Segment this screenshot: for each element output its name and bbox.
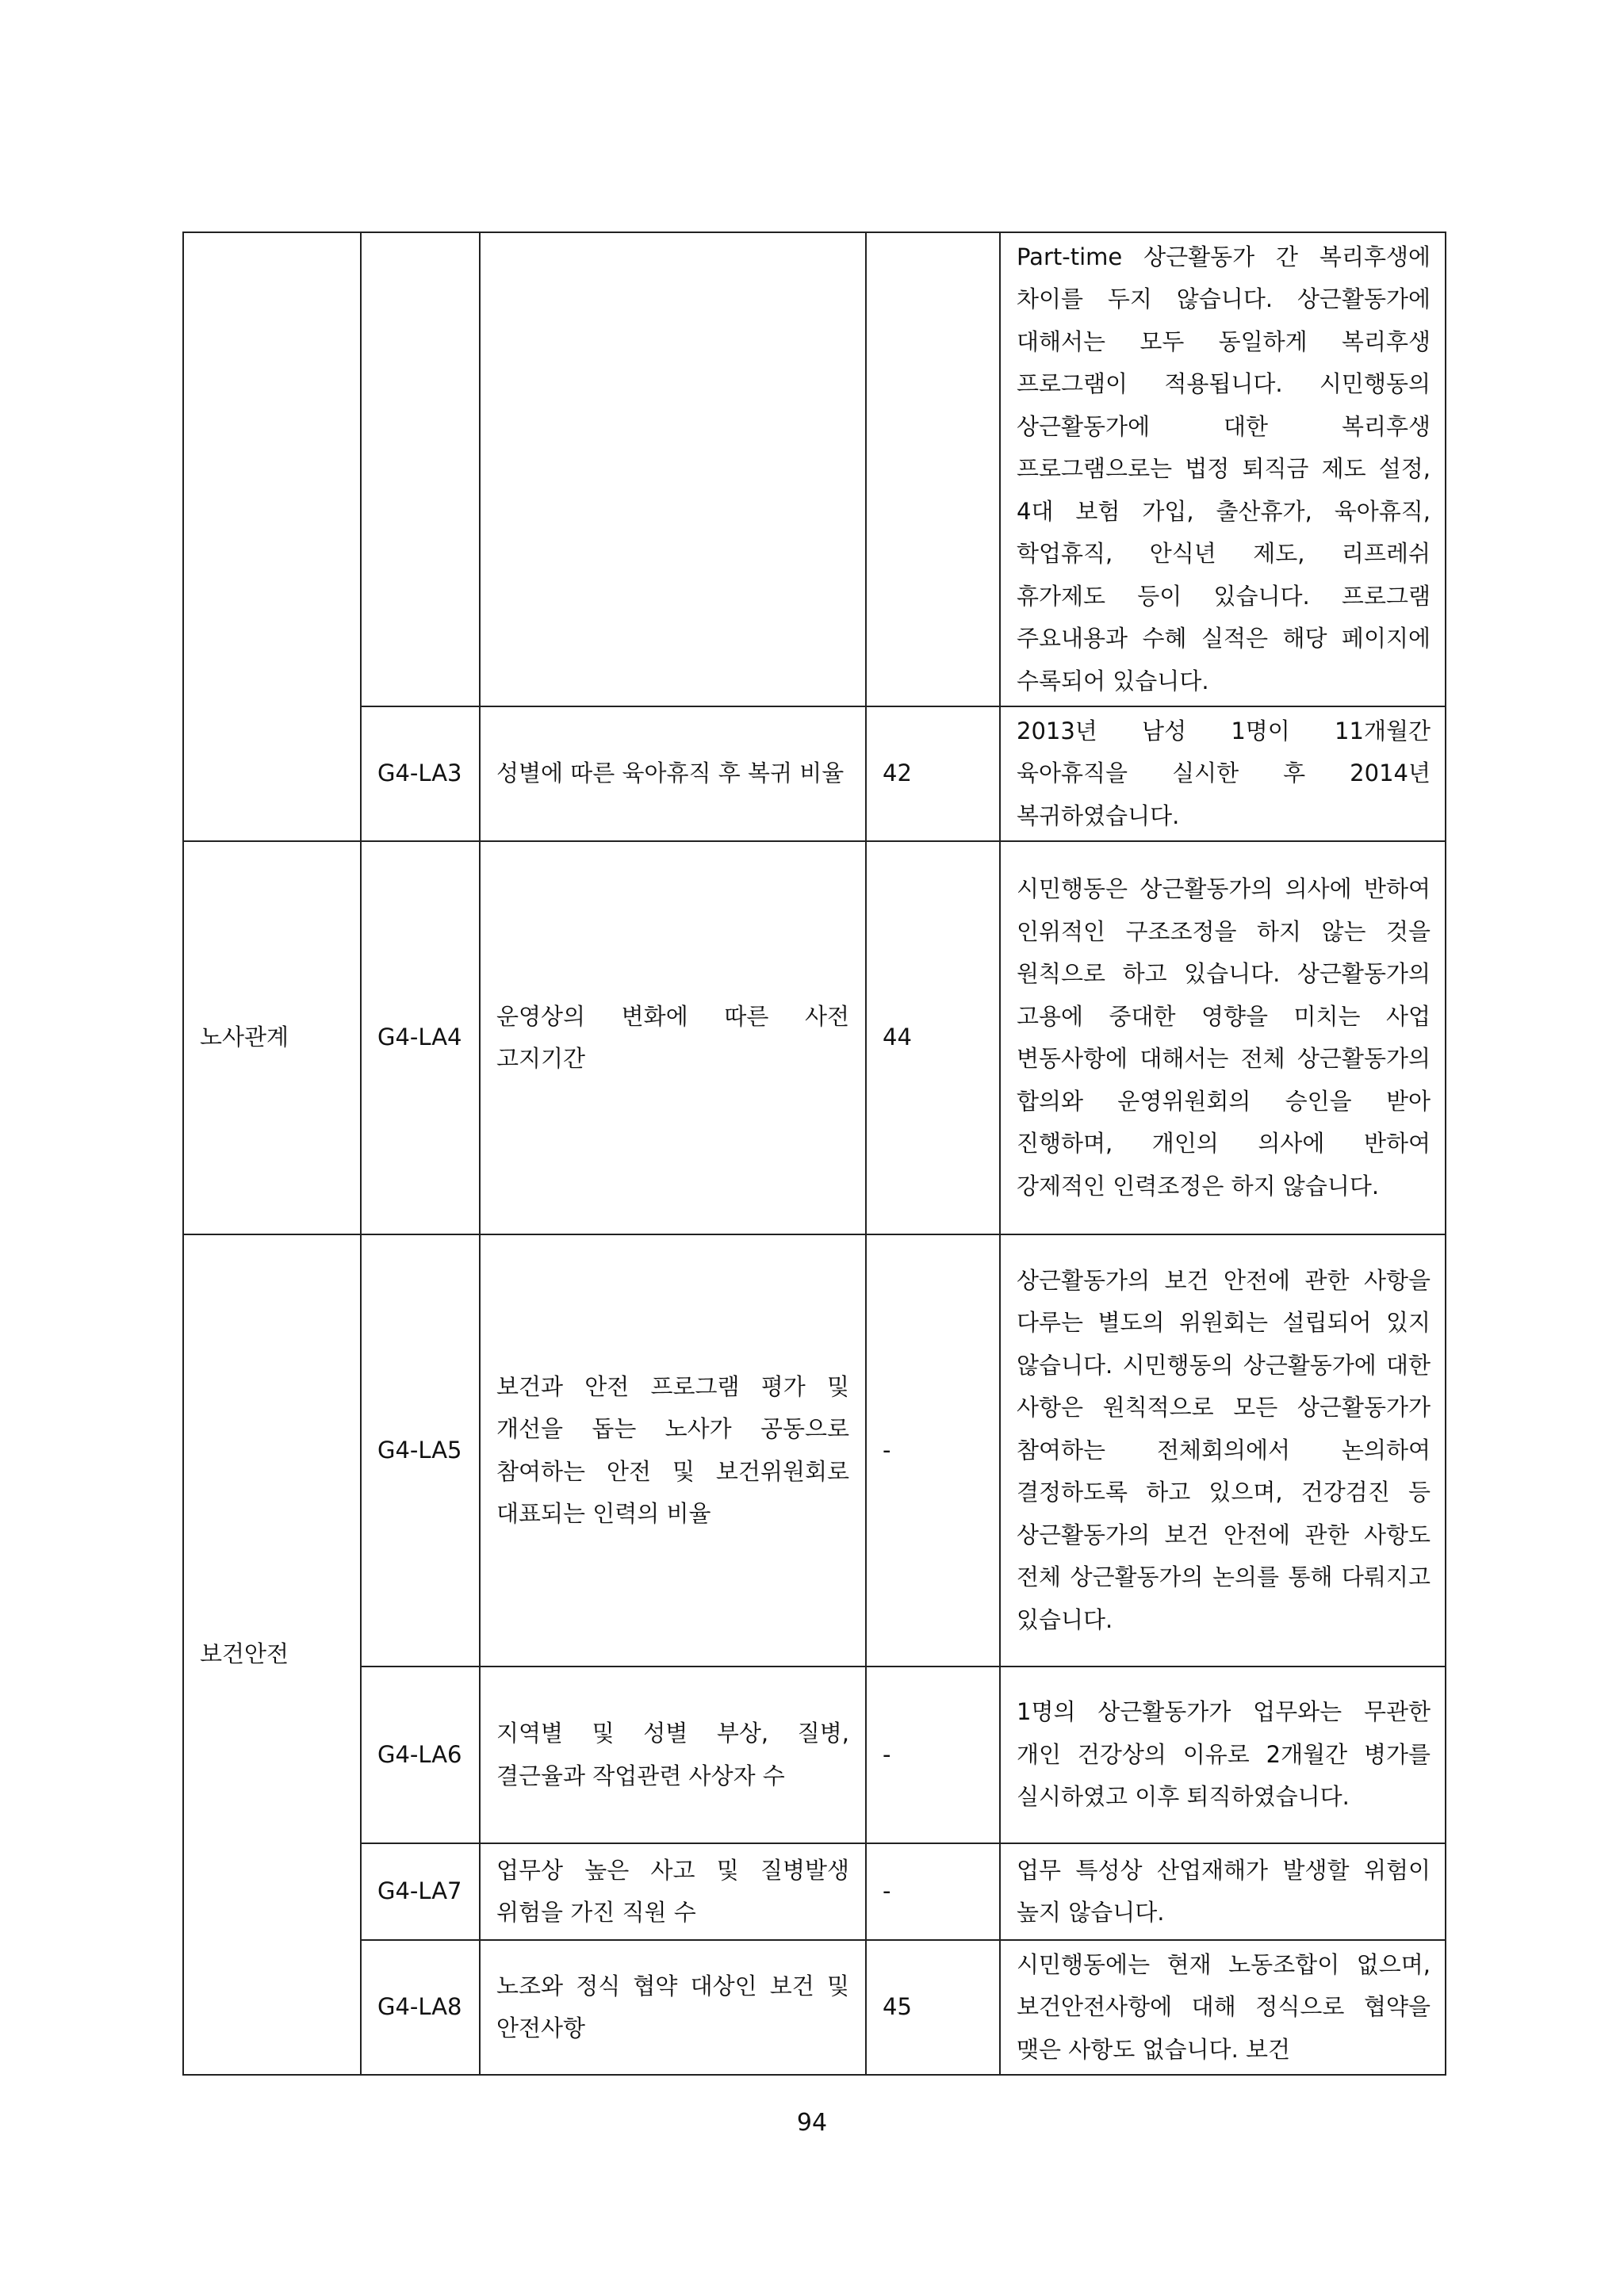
category-cell: 노사관계 xyxy=(183,841,361,1234)
category-cell: 보건안전 xyxy=(183,1234,361,2075)
table-row xyxy=(183,1234,1446,1667)
indicator-name-cell: 운영상의 변화에 따른 사전 고지기간 xyxy=(480,841,866,1234)
code-cell: G4-LA4 xyxy=(361,841,480,1234)
description-cell: Part-time 상근활동가 간 복리후생에 차이를 두지 않습니다. 상근활동가에 대해서는 모두 동일하게 복리후생 프로그램이 적용됩니다. 시민행동의 상근활동가에 대한 복리후생 프로그램으로는 법정 퇴직금 제도 설정, 4대 보험 가입, 출산휴가, 육아휴직, 학업휴직, 안식년 제도, 리프레쉬 휴가제도 등이 있습니다. 프로그램 주요내용과 수혜 실적은 해당 페이지에 수록되어 있습니다. xyxy=(1000,232,1446,706)
indicator-name-cell: 보건과 안전 프로그램 평가 및 개선을 돕는 노사가 공동으로 참여하는 안전 및 보건위원회로 대표되는 인력의 비율 xyxy=(480,1234,866,1667)
indicator-name-cell: 노조와 정식 협약 대상인 보건 및 안전사항 xyxy=(480,1940,866,2075)
page-cell: 44 xyxy=(866,841,1000,1234)
code-cell: G4-LA3 xyxy=(361,706,480,841)
code-cell: G4-LA5 xyxy=(361,1234,480,1667)
gri-index-table xyxy=(182,232,1446,2076)
code-cell xyxy=(361,232,480,706)
page-cell: 45 xyxy=(866,1940,1000,2075)
table-row xyxy=(183,1843,1446,1940)
description-cell: 시민행동에는 현재 노동조합이 없으며, 보건안전사항에 대해 정식으로 협약을 맺은 사항도 없습니다. 보건 xyxy=(1000,1940,1446,2075)
indicator-name-cell: 지역별 및 성별 부상, 질병, 결근율과 작업관련 사상자 수 xyxy=(480,1667,866,1843)
table-row xyxy=(183,232,1446,706)
page-cell: - xyxy=(866,1843,1000,1940)
table-row xyxy=(183,1667,1446,1843)
description-cell: 상근활동가의 보건 안전에 관한 사항을 다루는 별도의 위원회는 설립되어 있지 않습니다. 시민행동의 상근활동가에 대한 사항은 원칙적으로 모든 상근활동가가 참여하는 전체회의에서 논의하여 결정하도록 하고 있으며, 건강검진 등 상근활동가의 보건 안전에 관한 사항도 전체 상근활동가의 논의를 통해 다뤄지고 있습니다. xyxy=(1000,1234,1446,1667)
table-row xyxy=(183,841,1446,1234)
code-cell: G4-LA7 xyxy=(361,1843,480,1940)
description-cell: 업무 특성상 산업재해가 발생할 위험이 높지 않습니다. xyxy=(1000,1843,1446,1940)
indicator-name-cell xyxy=(480,232,866,706)
table-row xyxy=(183,1940,1446,2075)
page-cell: 42 xyxy=(866,706,1000,841)
indicator-name-cell: 업무상 높은 사고 및 질병발생 위험을 가진 직원 수 xyxy=(480,1843,866,1940)
code-cell: G4-LA8 xyxy=(361,1940,480,2075)
description-cell: 시민행동은 상근활동가의 의사에 반하여 인위적인 구조조정을 하지 않는 것을 원칙으로 하고 있습니다. 상근활동가의 고용에 중대한 영향을 미치는 사업 변동사항에 대해서는 전체 상근활동가의 합의와 운영위원회의 승인을 받아 진행하며, 개인의 의사에 반하여 강제적인 인력조정은 하지 않습니다. xyxy=(1000,841,1446,1234)
code-cell: G4-LA6 xyxy=(361,1667,480,1843)
page-cell: - xyxy=(866,1667,1000,1843)
description-cell: 1명의 상근활동가가 업무와는 무관한 개인 건강상의 이유로 2개월간 병가를 실시하였고 이후 퇴직하였습니다. xyxy=(1000,1667,1446,1843)
indicator-name-cell: 성별에 따른 육아휴직 후 복귀 비율 xyxy=(480,706,866,841)
page-cell: - xyxy=(866,1234,1000,1667)
category-cell xyxy=(183,232,361,841)
description-cell: 2013년 남성 1명이 11개월간 육아휴직을 실시한 후 2014년 복귀하였습니다. xyxy=(1000,706,1446,841)
page-number: 94 xyxy=(796,2109,828,2137)
page-cell xyxy=(866,232,1000,706)
table-row xyxy=(183,706,1446,841)
